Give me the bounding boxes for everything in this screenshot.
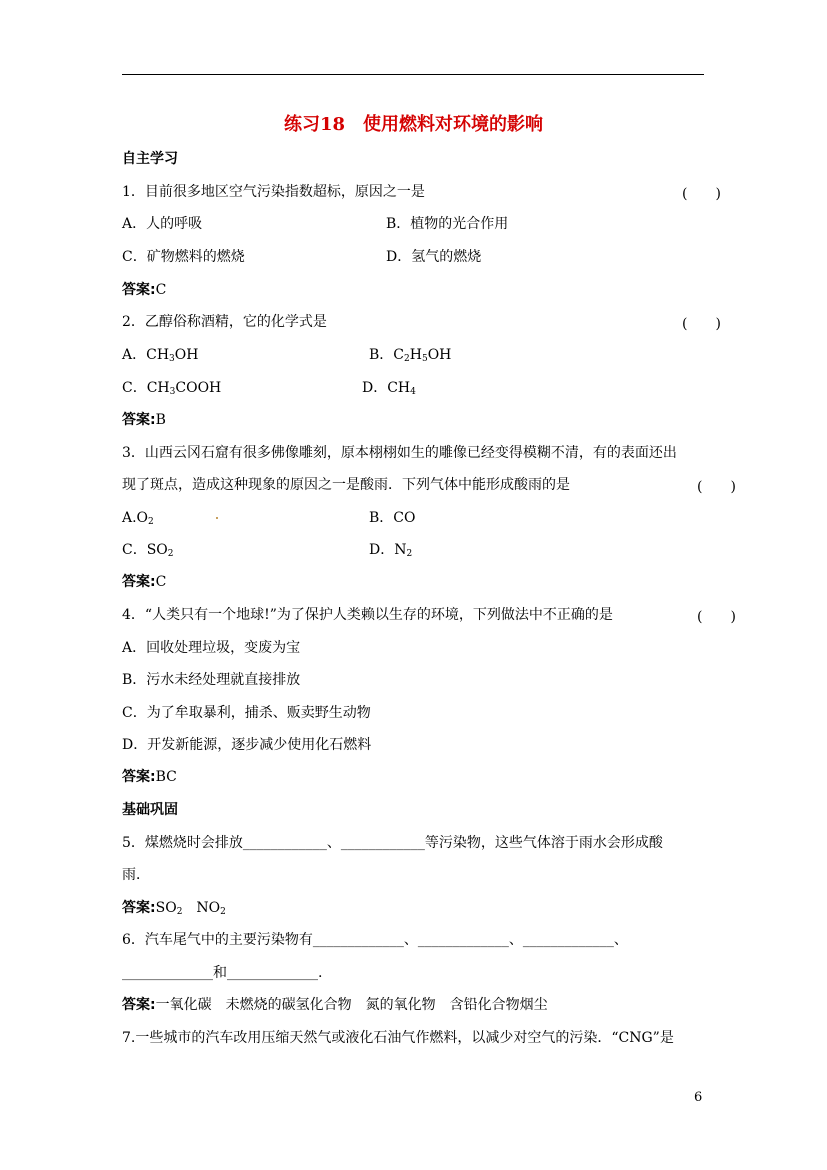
page-number: 6 [694, 1090, 703, 1105]
question-2-answer: 答案:B [122, 412, 166, 428]
question-2-option-d: D．$CH_4$ [362, 380, 416, 397]
question-5-answer: 答案$:SO_2$ $NO_2$ [122, 900, 226, 917]
section-heading-self-study: 自主学习 [122, 151, 178, 167]
question-3-option-a: $A.O_2$ [122, 510, 154, 527]
question-2-option-b: B．$C_2H_5OH$ [369, 347, 452, 364]
answer-label: 答案: [122, 282, 156, 298]
question-3-stem-line-1: 3．山西云冈石窟有很多佛像雕刻，原本栩栩如生的雕像已经变得模糊不清，有的表面还出 [122, 445, 677, 461]
question-1-answer [122, 281, 166, 299]
question-6-stem-line-2: _____________和_____________. [122, 965, 323, 981]
question-3-option-c: C．$SO_2$ [122, 542, 174, 559]
question-3-stem-line-2: 现了斑点，造成这种现象的原因之一是酸雨．下列气体中能形成酸雨的是 [122, 477, 570, 493]
question-2-option-a: A．$CH_3OH$ [122, 347, 199, 364]
answer-value: C [155, 282, 167, 298]
question-3-answer: 答案:C [122, 574, 167, 590]
question-4-option-c: C．为了牟取暴利，捕杀、贩卖野生动物 [122, 705, 371, 721]
question-4-option-b: B．污水未经处理就直接排放 [122, 672, 301, 688]
question-6-answer: 答案:一氧化碳 未燃烧的碳氢化合物 氮的氧化物 含铅化合物烟尘 [122, 997, 548, 1013]
question-1-option-c: C．矿物燃料的燃烧 [122, 249, 245, 265]
page-title: 练习18 使用燃料对环境的影响 [283, 114, 544, 135]
question-5-stem-line-2: 雨． [122, 867, 150, 883]
question-2-bracket: ( ) [682, 316, 721, 332]
question-7-stem: 7.一些城市的汽车改用压缩天然气或液化石油气作燃料，以减少对空气的污染．“CNG”是 [122, 1030, 674, 1046]
question-5-stem-line-1: 5．煤燃烧时会排放____________、____________等污染物，这些气体溶于雨水会形成酸 [122, 835, 663, 851]
stray-dot [216, 517, 218, 519]
question-3-bracket: ( ) [697, 479, 736, 495]
section-heading-consolidation: 基础巩固 [122, 802, 178, 818]
header-rule [122, 74, 704, 75]
question-1-option-a: A．人的呼吸 [122, 216, 203, 232]
question-1-option-d: D．氢气的燃烧 [386, 249, 482, 265]
question-2-stem: 2．乙醇俗称酒精，它的化学式是 [122, 314, 327, 330]
question-4-bracket: ( ) [697, 609, 736, 625]
question-4-option-d: D．开发新能源，逐步减少使用化石燃料 [122, 737, 372, 753]
question-2-option-c: C．$CH_3COOH$ [122, 380, 222, 397]
question-1-stem: 1．目前很多地区空气污染指数超标，原因之一是 [122, 184, 425, 200]
question-1-bracket: ( ) [682, 186, 721, 202]
question-4-stem: 4．“人类只有一个地球!”为了保护人类赖以生存的环境，下列做法中不正确的是 [122, 607, 613, 623]
question-3-option-d: D．$N_2$ [369, 542, 413, 559]
question-3-option-b: B．CO [369, 510, 416, 526]
question-6-stem-line-1: 6．汽车尾气中的主要污染物有_____________、_____________、_____________、 [122, 932, 628, 948]
question-4-answer: 答案:BC [122, 769, 177, 785]
question-1-option-b: B．植物的光合作用 [386, 216, 509, 232]
question-4-option-a: A．回收处理垃圾，变废为宝 [122, 640, 301, 656]
